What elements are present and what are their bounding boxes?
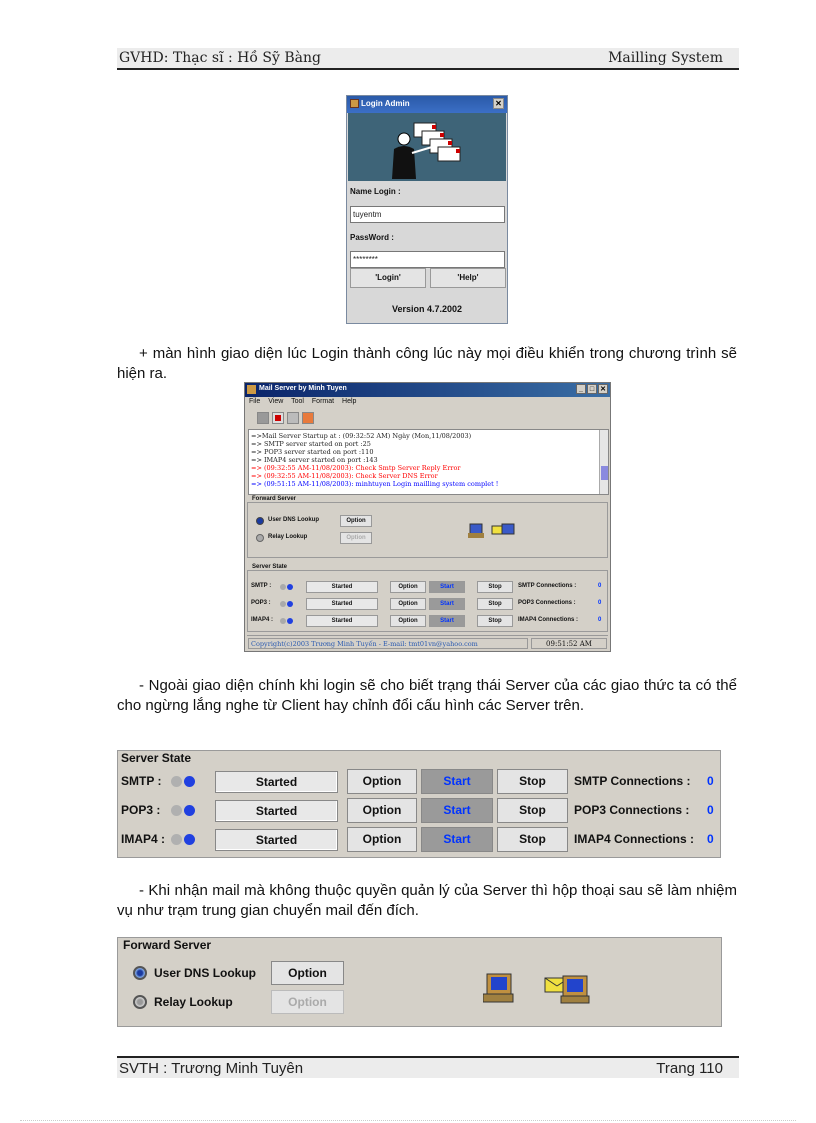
relay-label: Relay Lookup (268, 534, 308, 540)
status-bar (247, 635, 608, 650)
status-led-off (280, 618, 286, 624)
log-line: => SMTP server started on port :25 (251, 440, 371, 448)
log-line: =>Mail Server Startup at : (09:32:52 AM) Ngày (Mon,11/08/2003) (251, 432, 472, 440)
password-input[interactable]: ******** (350, 251, 505, 268)
login-button[interactable]: 'Login' (350, 268, 426, 288)
stop-button[interactable]: Stop (477, 581, 513, 593)
app-icon (350, 99, 359, 108)
relay-radio[interactable] (256, 534, 264, 542)
log-line: => POP3 server started on port :110 (251, 448, 374, 456)
name-login-input[interactable]: tuyentm (350, 206, 505, 223)
toolbar (245, 409, 610, 429)
start-button[interactable]: Start (429, 581, 465, 593)
page-header (117, 48, 739, 70)
password-label: PassWord : (350, 233, 394, 242)
start-button[interactable]: Start (421, 769, 493, 794)
status-led-off (280, 584, 286, 590)
menu-bar (245, 397, 610, 409)
log-line: => IMAP4 server started on port :143 (251, 456, 378, 464)
user-dns-radio[interactable] (133, 966, 147, 980)
close-icon[interactable]: ✕ (598, 384, 608, 394)
minimize-icon[interactable]: _ (576, 384, 586, 394)
connections-label: IMAP4 Connections : (518, 617, 579, 623)
status-led-on (287, 618, 293, 624)
copyright-text: Copyright(c)2003 Trương Minh Tuyến - E-mail: tmt01vn@yahoo.com (248, 638, 528, 649)
paragraph-2: - Ngoài giao diện chính khi login sẽ cho biết trạng thái Server của các giao thức ta có thể cho ngừng lắng nghe từ Client hay chỉnh đổi cấu hình các Server trên. (117, 677, 737, 714)
option-button[interactable]: Option (271, 961, 344, 985)
login-dialog (346, 95, 508, 324)
status-led-off (280, 601, 286, 607)
state-field: Started (215, 800, 338, 822)
forward-server-group (247, 496, 608, 558)
server-state-group (247, 564, 608, 632)
start-button[interactable]: Start (429, 615, 465, 627)
computer-icon (483, 974, 513, 1002)
option-button[interactable]: Option (347, 769, 417, 794)
status-led-off (171, 776, 182, 787)
status-led-on (184, 776, 195, 787)
protocol-label: IMAP4 : (251, 617, 274, 623)
protocol-label: IMAP4 : (121, 832, 166, 846)
header-left: GVHD: Thạc sĩ : Hồ Sỹ Bàng (119, 50, 321, 66)
footer-right: Trang 110 (656, 1060, 723, 1077)
connections-label: SMTP Connections : (574, 774, 691, 788)
log-scrollbar[interactable] (599, 430, 608, 494)
option-button-disabled: Option (271, 990, 344, 1014)
status-led-on (287, 584, 293, 590)
menu-view[interactable]: View (268, 398, 284, 405)
protocol-label: SMTP : (121, 774, 162, 788)
protocol-label: SMTP : (251, 583, 272, 589)
protocol-label: POP3 : (121, 803, 161, 817)
mail-window-title: Mail Server by Minh Tuyen (259, 385, 347, 392)
close-icon[interactable]: ✕ (493, 98, 504, 109)
log-line: => (09:32:55 AM-11/08/2003): Check Server DNS Error (251, 472, 438, 480)
stop-button[interactable]: Stop (477, 615, 513, 627)
log-line: => (09:32:55 AM-11/08/2003): Check Smtp Server Reply Error (251, 464, 461, 472)
state-field: Started (306, 615, 378, 627)
status-led-off (171, 805, 182, 816)
menu-format[interactable]: Format (311, 398, 335, 405)
forward-server-panel (117, 937, 722, 1027)
stop-button[interactable]: Stop (477, 598, 513, 610)
mail-to-computer-icon (545, 976, 589, 1003)
connections-label: POP3 Connections : (574, 803, 690, 817)
login-titlebar (347, 96, 507, 113)
option-button[interactable]: Option (390, 598, 426, 610)
option-button[interactable]: Option (347, 827, 417, 852)
state-field: Started (215, 829, 338, 851)
start-button[interactable]: Start (421, 827, 493, 852)
start-button[interactable]: Start (421, 798, 493, 823)
relay-label: Relay Lookup (154, 995, 233, 1009)
computer-mail-icons (468, 522, 518, 540)
protocol-label: POP3 : (251, 600, 271, 606)
stop-button[interactable]: Stop (497, 798, 568, 823)
status-led-on (287, 601, 293, 607)
paragraph-1: + màn hình giao diện lúc Login thành công lúc này mọi điều khiển trong chương trình sẽ hiện ra. (117, 345, 737, 382)
user-dns-radio[interactable] (256, 517, 264, 525)
stop-button[interactable]: Stop (497, 827, 568, 852)
maximize-icon[interactable]: □ (587, 384, 597, 394)
connections-count: 0 (598, 617, 602, 623)
divider (20, 1120, 796, 1121)
connections-count: 0 (707, 803, 714, 817)
paragraph-3: - Khi nhận mail mà không thuộc quyền quản lý của Server thì hộp thoại sau sẽ làm nhiệm vụ như trạm trung gian chuyển mail đến đích. (117, 882, 737, 919)
user-dns-label: User DNS Lookup (154, 966, 257, 980)
name-login-label: Name Login : (350, 187, 401, 196)
header-right: Mailling System (608, 50, 723, 66)
connections-count: 0 (707, 832, 714, 846)
relay-radio[interactable] (133, 995, 147, 1009)
log-console (248, 429, 609, 495)
connections-label: IMAP4 Connections : (574, 832, 695, 846)
status-led-on (184, 834, 195, 845)
option-button[interactable]: Option (390, 615, 426, 627)
server-state-row (118, 798, 720, 824)
status-led-off (171, 834, 182, 845)
menu-tool[interactable]: Tool (291, 398, 304, 405)
option-button[interactable]: Option (390, 581, 426, 593)
connections-count: 0 (598, 600, 602, 606)
footer-left: SVTH : Trương Minh Tuyên (119, 1060, 304, 1077)
login-title: Login Admin (361, 99, 410, 108)
server-state-row (118, 769, 720, 795)
stop-icon[interactable] (272, 412, 284, 424)
state-field: Started (306, 581, 378, 593)
forward-server-title: Forward Server (252, 496, 297, 502)
toolbar-button-3[interactable] (287, 412, 299, 424)
mail-server-window (244, 382, 611, 652)
server-state-title: Server State (252, 564, 288, 570)
scroll-thumb[interactable] (601, 466, 608, 480)
server-state-panel (117, 750, 721, 858)
server-state-row (118, 827, 720, 853)
menu-file[interactable]: File (249, 398, 261, 405)
state-field: Started (215, 771, 338, 793)
connections-count: 0 (707, 774, 714, 788)
status-led-on (184, 805, 195, 816)
page-footer (117, 1056, 739, 1078)
presenter-illustration (348, 113, 506, 181)
login-banner-image (348, 113, 506, 181)
option-button-disabled: Option (340, 532, 372, 544)
computer-mail-icons (483, 972, 593, 1006)
state-field: Started (306, 598, 378, 610)
camera-icon[interactable] (302, 412, 314, 424)
menu-help[interactable]: Help (342, 398, 357, 405)
connections-label: POP3 Connections : (518, 600, 576, 606)
log-line: => (09:51:15 AM-11/08/2003): minhtuyen Login mailling system complet ! (251, 480, 499, 488)
connections-label: SMTP Connections : (518, 583, 577, 589)
forward-server-title: Forward Server (123, 938, 212, 952)
server-state-title: Server State (121, 751, 192, 765)
version-label: Version 4.7.2002 (391, 304, 463, 314)
stop-button[interactable]: Stop (497, 769, 568, 794)
start-button[interactable]: Start (429, 598, 465, 610)
toolbar-button-1[interactable] (257, 412, 269, 424)
option-button[interactable]: Option (340, 515, 372, 527)
connections-count: 0 (598, 583, 602, 589)
option-button[interactable]: Option (347, 798, 417, 823)
user-dns-label: User DNS Lookup (268, 517, 320, 523)
help-button[interactable]: 'Help' (430, 268, 506, 288)
mail-window-titlebar (245, 383, 610, 397)
app-icon (247, 385, 256, 394)
clock-text: 09:51:52 AM (531, 638, 607, 649)
